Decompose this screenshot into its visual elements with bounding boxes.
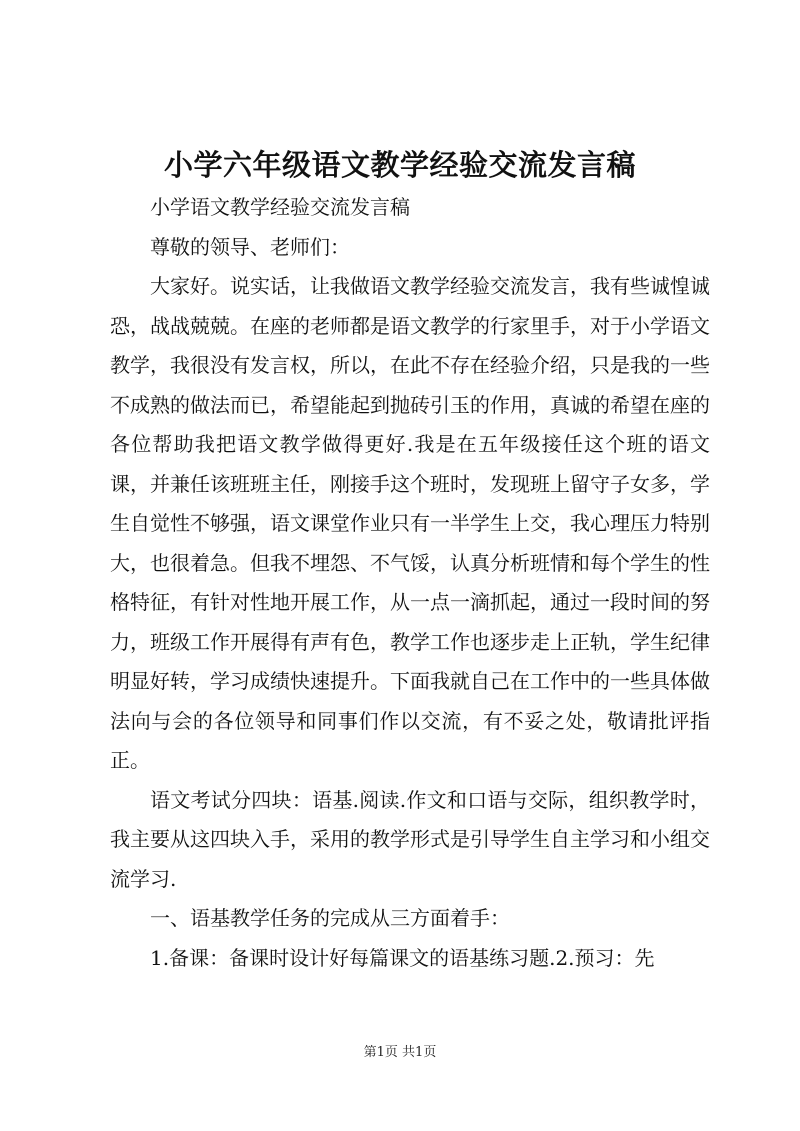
page-number-footer: 第1页 共1页	[363, 1045, 437, 1060]
exam-structure-paragraph: 语文考试分四块：语基.阅读.作文和口语与交际，组织教学时，我主要从这四块入手，采用的教学形式是引导学生自主学习和小组交流学习.	[110, 787, 710, 891]
salutation-paragraph: 尊敬的领导、老师们：	[150, 234, 350, 259]
intro-paragraph: 大家好。说实话，让我做语文教学经验交流发言，我有些诚惶诚恐，战战兢兢。在座的老师都是语文教学的行家里手，对于小学语文教学，我很没有发言权，所以，在此不存在经验介绍，只是我的一些不成熟的做法而已，希望能起到抛砖引玉的作用，真诚的希望在座的各位帮助我把语文教学做得更好.我是在五年级接任这个班的语文课，并兼任该班班主任，刚接手这个班时，发现班上留守子女多，学生自觉性不够强，语文课堂作业只有一半学生上交，我心理压力特别大，也很着急。但我不埋怨、不气馁，认真分析班情和每个学生的性格特征，有针对性地开展工作，从一点一滴抓起，通过一段时间的努力，班级工作开展得有声有色，教学工作也逐步走上正轨，学生纪律明显好转，学习成绩快速提升。下面我就自己在工作中的一些具体做法向与会的各位领导和同事们作以交流，有不妥之处，敬请批评指正。	[110, 274, 710, 772]
method-paragraph: 1.备课：备课时设计好每篇课文的语基练习题.2.预习：先	[150, 945, 655, 970]
section-heading-paragraph: 一、语基教学任务的完成从三方面着手：	[150, 906, 510, 930]
document-body	[110, 188, 710, 978]
subtitle-paragraph: 小学语文教学经验交流发言稿	[150, 195, 410, 219]
document-title: 小学六年级语文教学经验交流发言稿	[163, 148, 636, 182]
